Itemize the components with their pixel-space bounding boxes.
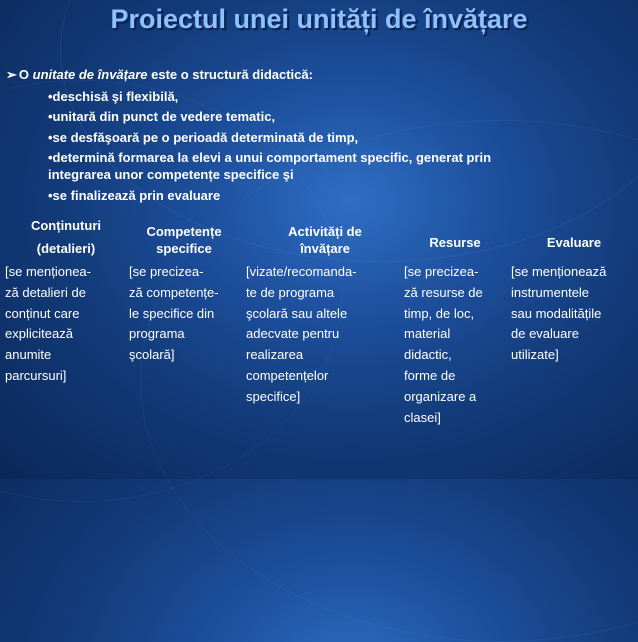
table-cell-activitati: [vizate/recomanda- te de programa şcolară sau altele adecvate pentru realizarea competențelor specifice] <box>246 264 357 404</box>
table-header-resurse <box>400 234 510 251</box>
header-line: (detalieri) <box>36 241 96 256</box>
table-cell-competente: [se precizea- ză competențe- le specifice din programa şcolară] <box>129 264 219 363</box>
table-header-competente <box>128 223 240 257</box>
bullet-item: integrarea unor competențe specifice şi <box>48 167 294 183</box>
intro-rest: este o structură didactică: <box>147 67 313 82</box>
intro-line <box>6 66 631 83</box>
table-cell-continuturi: [se menționea- ză detalieri de conținut care explicitează anumite parcursuri] <box>5 264 91 383</box>
bullet-list <box>48 88 633 207</box>
arrow-bullet-icon: ➢ <box>6 67 17 82</box>
bullet-item: •unitară din punct de vedere tematic, <box>48 109 276 125</box>
bullet-item: •determină formarea la elevi a unui comportament specific, generat prin <box>48 150 492 166</box>
slide-title: Proiectul unei unități de învățare <box>110 4 528 34</box>
bullet-item: •se desfăşoară pe o perioadă determinată de timp, <box>48 129 359 145</box>
header-line: specifice <box>156 241 212 256</box>
header-line: Resurse <box>429 235 481 250</box>
table-header-evaluare <box>514 234 634 251</box>
header-line: Activități de <box>288 224 362 239</box>
bullet-item: •se finalizează prin evaluare <box>48 187 221 203</box>
header-line: Conținuturi <box>30 218 102 233</box>
intro-lead: O <box>18 67 33 82</box>
table-cell-evaluare: [se menționează instrumentele sau modalitățile de evaluare utilizate] <box>511 264 607 363</box>
bullet-item: •deschisă şi flexibilă, <box>48 89 179 104</box>
table-header-continuturi <box>12 217 120 257</box>
intro-term: unitate de învățare <box>32 67 148 82</box>
table-header-activitati <box>260 223 390 257</box>
header-line: Competențe <box>146 224 222 239</box>
header-line: Evaluare <box>546 235 602 250</box>
table-cell-resurse: [se precizea- ză resurse de timp, de loc, material didactic, forme de organizare a clasei] <box>404 264 483 425</box>
header-line: învățare <box>300 241 350 256</box>
